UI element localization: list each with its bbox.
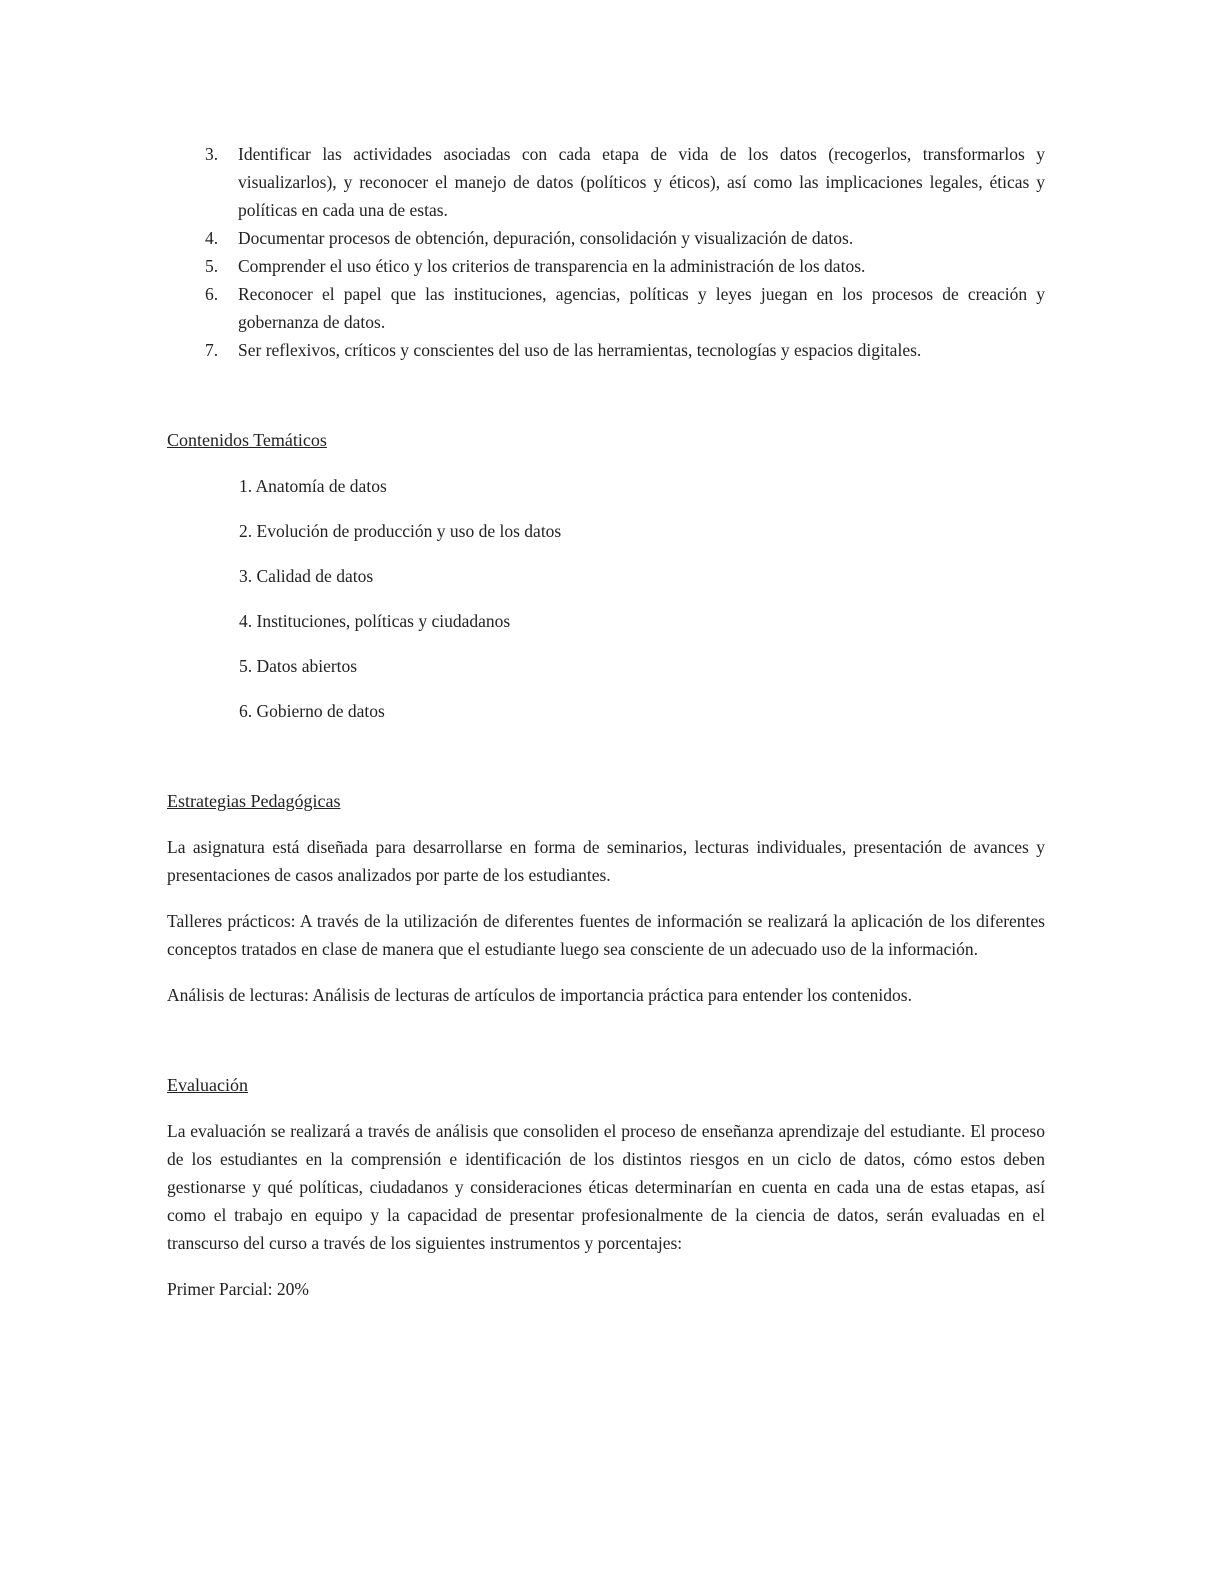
objective-text: Reconocer el papel que las instituciones, agencias, políticas y leyes juegan en los procesos de creación y gobernanza de datos.: [238, 284, 1045, 332]
objective-text: Identificar las actividades asociadas con cada etapa de vida de los datos (recogerlos, transformarlos y visualizarlos), y reconocer el manejo de datos (políticos y éticos), así como las implicaciones legales, éticas y políticas en cada una de estas.: [238, 144, 1045, 220]
contenido-item: 2. Evolución de producción y uso de los datos: [239, 521, 562, 541]
contenido-item: 5. Datos abiertos: [239, 656, 358, 676]
evaluacion-heading: Evaluación: [167, 1075, 248, 1095]
contenido-item: 1. Anatomía de datos: [239, 476, 387, 496]
objective-text: Ser reflexivos, críticos y conscientes del uso de las herramientas, tecnologías y espacios digitales.: [238, 340, 922, 360]
objective-item: [205, 224, 1045, 252]
objective-text: Documentar procesos de obtención, depuración, consolidación y visualización de datos.: [238, 228, 854, 248]
objective-number: 6.: [205, 284, 219, 304]
primer-parcial-line: Primer Parcial: 20%: [167, 1279, 309, 1299]
estrategias-heading: Estrategias Pedagógicas: [167, 791, 341, 811]
objective-number: 3.: [205, 144, 219, 164]
contenido-item: 4. Instituciones, políticas y ciudadanos: [239, 611, 511, 631]
estrategias-paragraph-2: Talleres prácticos: A través de la utilización de diferentes fuentes de información se realizará la aplicación de los diferentes conceptos tratados en clase de manera que el estudiante luego sea consciente de un adecuado uso de la información.: [167, 911, 1045, 959]
document-page: [167, 140, 1045, 1303]
contenido-item: 6. Gobierno de datos: [239, 701, 385, 721]
contenido-item: 3. Calidad de datos: [239, 566, 374, 586]
objective-number: 5.: [205, 256, 219, 276]
objective-item: [205, 140, 1045, 224]
objective-number: 7.: [205, 340, 219, 360]
objectives-list: [167, 140, 1045, 364]
objective-text: Comprender el uso ético y los criterios de transparencia en la administración de los datos.: [238, 256, 866, 276]
objective-item: [205, 336, 1045, 364]
contenidos-heading: Contenidos Temáticos: [167, 430, 327, 450]
objective-item: [205, 280, 1045, 336]
objective-item: [205, 252, 1045, 280]
estrategias-paragraph-3: Análisis de lecturas: Análisis de lecturas de artículos de importancia práctica para entender los contenidos.: [167, 985, 912, 1005]
estrategias-paragraph-1: La asignatura está diseñada para desarrollarse en forma de seminarios, lecturas individuales, presentación de avances y presentaciones de casos analizados por parte de los estudiantes.: [167, 837, 1045, 885]
evaluacion-paragraph: La evaluación se realizará a través de análisis que consoliden el proceso de enseñanza aprendizaje del estudiante. El proceso de los estudiantes en la comprensión e identificación de los distintos riesgos en un ciclo de datos, cómo estos deben gestionarse y qué políticas, ciudadanos y consideraciones éticas determinarían en cuenta en cada una de estas etapas, así como el trabajo en equipo y la capacidad de presentar profesionalmente de la ciencia de datos, serán evaluadas en el transcurso del curso a través de los siguientes instrumentos y porcentajes:: [167, 1121, 1045, 1253]
contenidos-list: [167, 472, 1045, 725]
objective-number: 4.: [205, 228, 219, 248]
